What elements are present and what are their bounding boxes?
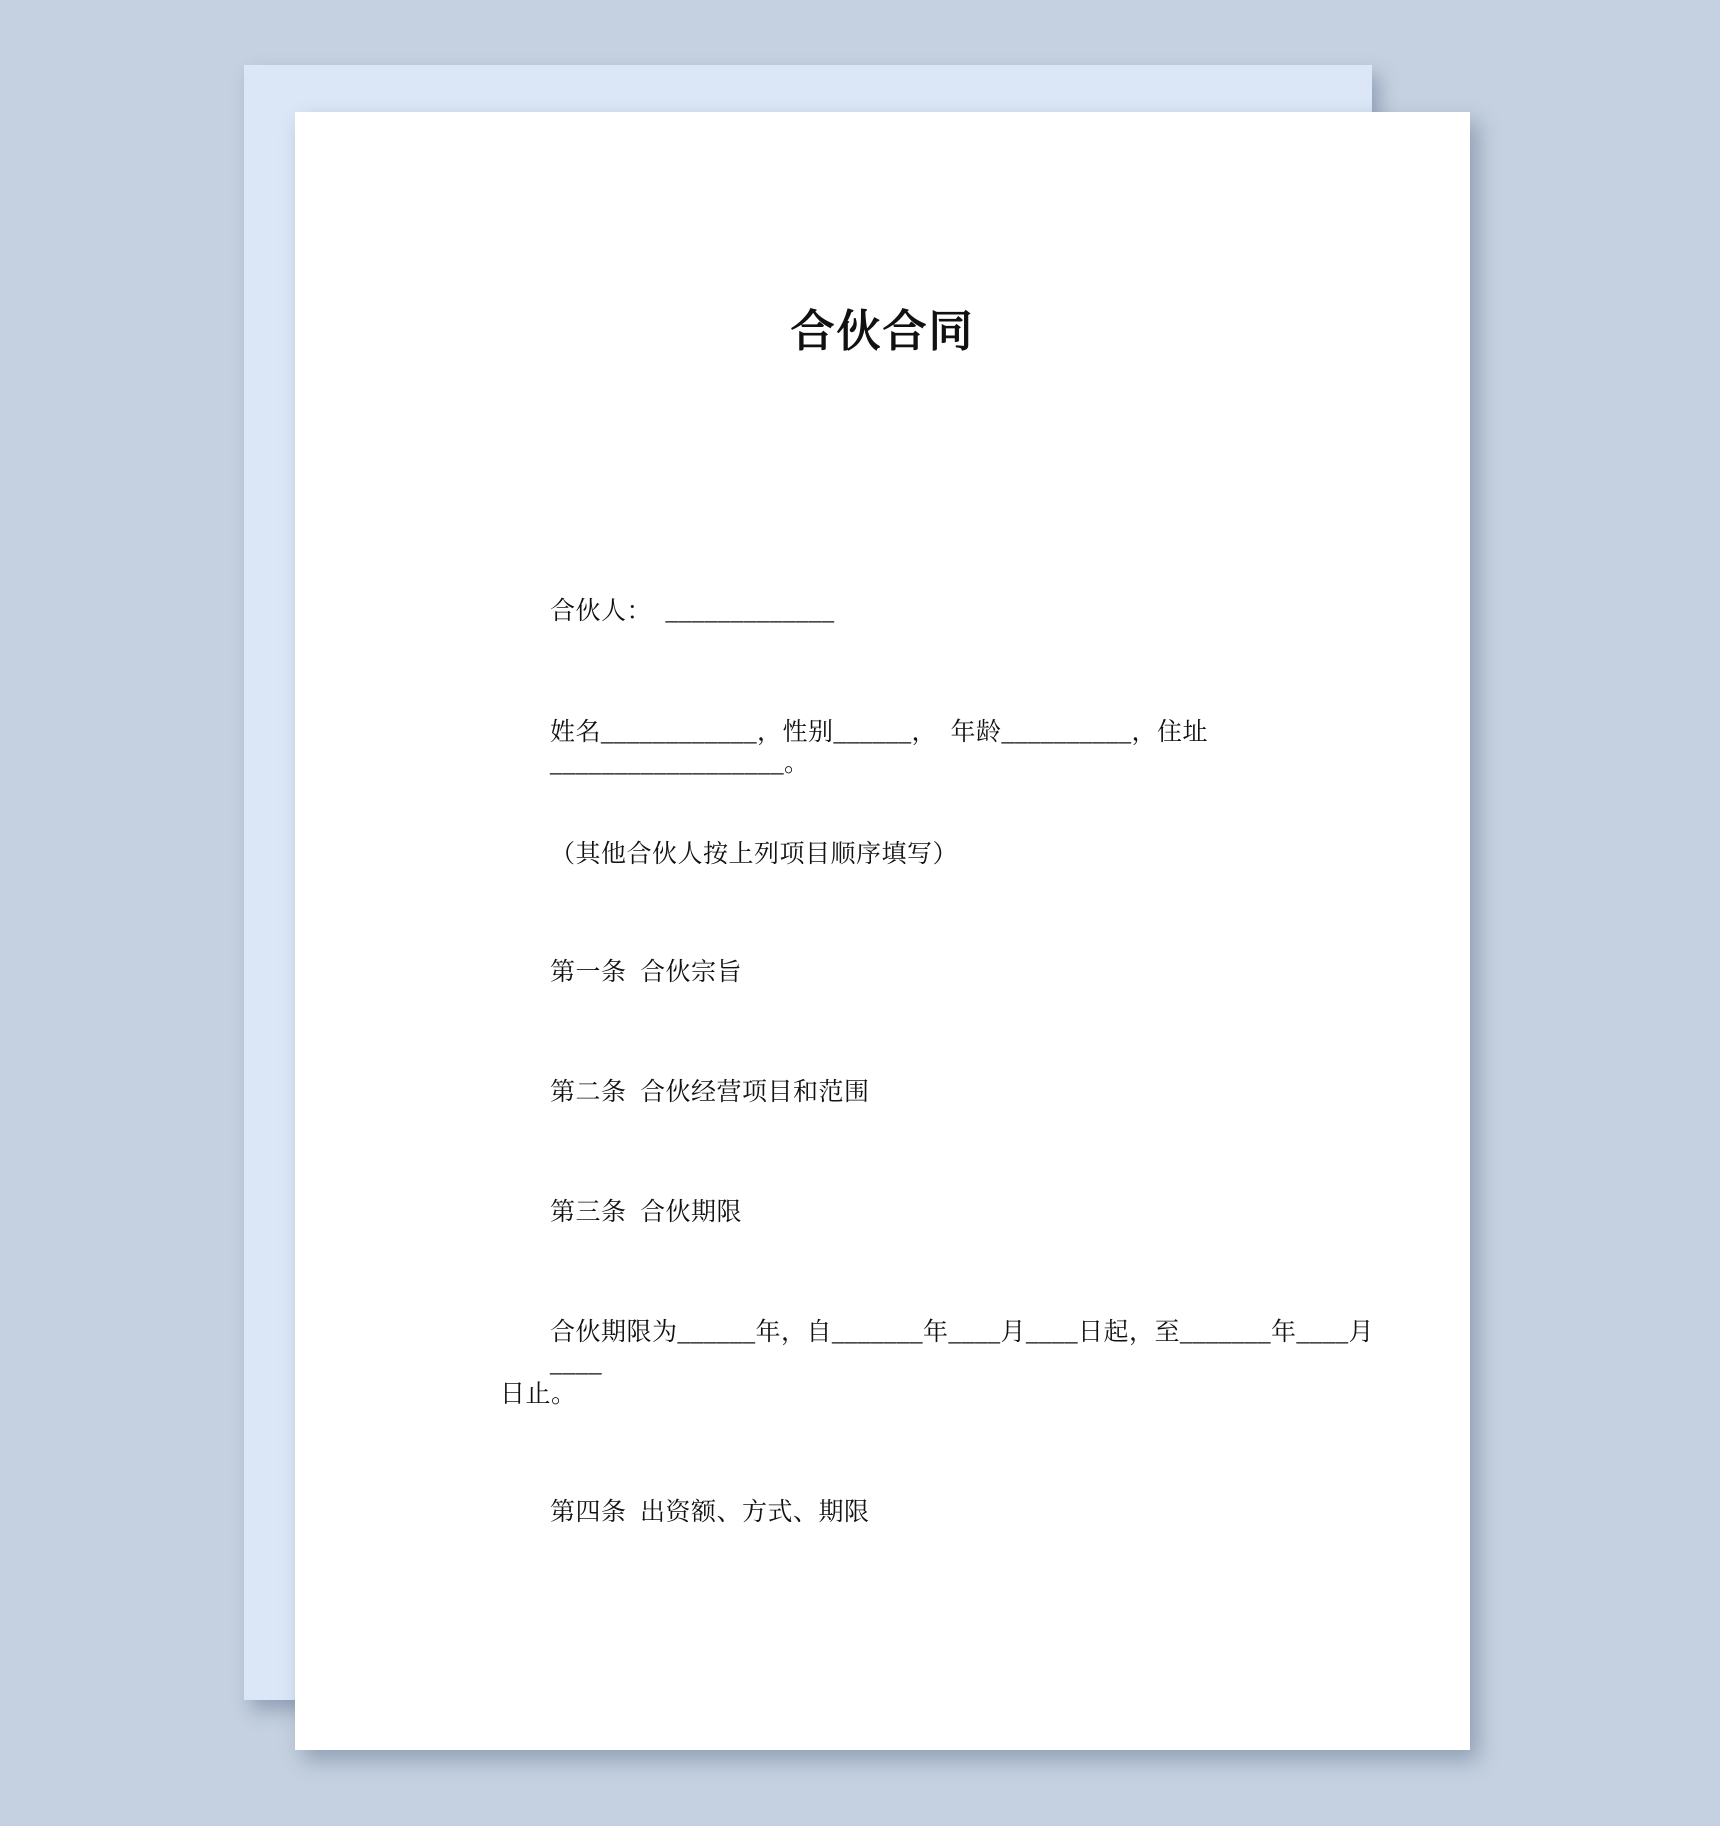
line-name-gender-age-address: 姓名____________，性别______， 年龄__________，住址__________________。 — [550, 719, 1209, 778]
line-term-dates: 合伙期限为______年，自_______年____月____日起，至_______年____月____ — [550, 1319, 1375, 1378]
document-page — [295, 112, 1470, 1750]
line-partners-label: 合伙人： _____________ — [550, 598, 835, 625]
line-article-3-term: 第三条 合伙期限 — [550, 1199, 743, 1226]
line-article-1-purpose: 第一条 合伙宗旨 — [550, 959, 743, 986]
line-article-2-scope: 第二条 合伙经营项目和范围 — [550, 1079, 870, 1106]
line-article-4-contribution: 第四条 出资额、方式、期限 — [550, 1499, 870, 1526]
document-title: 合伙合同 — [790, 307, 975, 356]
line-other-partners-note: （其他合伙人按上列项目顺序填写） — [550, 841, 959, 868]
line-term-dates-continued: 日止。 — [500, 1381, 577, 1408]
